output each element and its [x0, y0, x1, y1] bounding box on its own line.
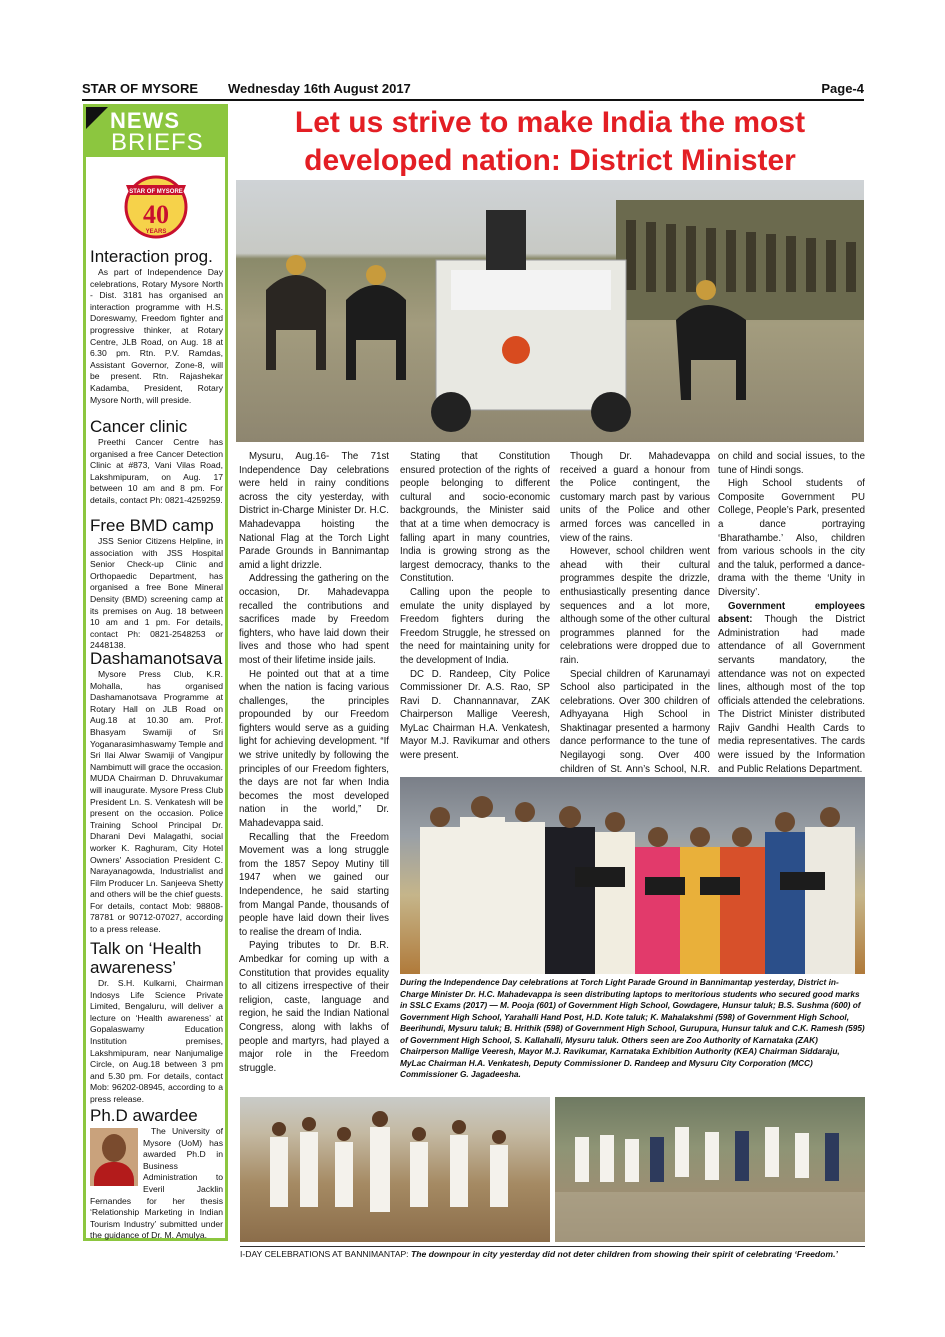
issue-date: Wednesday 16th August 2017 — [228, 81, 411, 96]
brief-title: Free BMD camp — [90, 516, 214, 535]
brief-title: Dashamanotsava — [90, 649, 223, 668]
brief-title: Ph.D awardee — [90, 1106, 198, 1125]
subhead: Government employees absent: — [718, 600, 865, 626]
news-briefs-title-2: BRIEFS — [111, 129, 204, 156]
brief-text: As part of Independence Day celebrations, Rotary Mysore North - Dist. 3181 has organised an interaction programme with H.S. Doreswamy, Freedom fighter and progressive thinker, at Rotary Centre, JLB Road, on Aug. 18 at 6.30 pm. Rtn. P.V. Ramdas, Assistant Governor, Zone-8, will be present. Rtn. Rajashekar Kadamba, President, Rotary Mysore North, will preside. — [90, 267, 223, 405]
paragraph: High School students of Composite Government PU College, People’s Park, presented a dance portraying ‘Bharathambe.’ Also, children from various schools in the city and the taluk, performed a dance-drama with the theme ‘Unity in Diversity’. — [718, 478, 865, 598]
logo-number: 40 — [143, 200, 169, 229]
corner-triangle — [86, 107, 108, 129]
parade-illustration — [236, 180, 864, 442]
headline — [236, 104, 864, 180]
brief-phd-awardee — [90, 1106, 223, 1242]
caption-text: The downpour in city yesterday did not deter children from showing their spirit of celebrating ‘Freedom.’ — [408, 1249, 838, 1259]
paragraph: on child and social issues, to the tune of Hindi songs. — [718, 451, 865, 476]
paragraph: However, school children went ahead with their cultural programmes despite the drizzle, enthusiastically presenting dance sequences and a lot more, although some of the other cultural programmes planned for the celebrations were dropped due to rain. — [560, 546, 710, 666]
paragraph: Mysuru, Aug.16- The 71st Independence Day celebrations were held in rainy conditions across the city yesterday, with District in-Charge Minister Dr. H.C. Mahadevappa hoisting the National Flag at the Torch Light Parade Grounds in Bannimantap amid a light drizzle. — [239, 451, 389, 571]
awardee-photo — [90, 1128, 138, 1186]
paper-name: STAR OF MYSORE — [82, 81, 199, 96]
rain-illustration — [555, 1097, 865, 1242]
news-briefs-sidebar — [83, 104, 228, 1241]
brief-dashamanotsava — [90, 649, 223, 936]
parade-photo — [236, 180, 864, 442]
paragraph — [718, 600, 865, 777]
brief-title: Talk on ‘Health awareness’ — [90, 939, 202, 977]
paragraph: Though Dr. Mahadevappa received a guard a honour from the Police contingent, the customary march past by various units of the Police and other armed forces was cancelled in view of the rains. — [560, 451, 710, 544]
brief-title: Cancer clinic — [90, 417, 188, 436]
caption-lead: I-DAY CELEBRATIONS AT BANNIMANTAP: — [240, 1249, 409, 1259]
paragraph: Addressing the gathering on the occasion, Dr. Mahadevappa recalled the contributions and sacrifices made by Freedom fighters, who have laid down their lives and those who had spent most of their lifetime inside jails. — [239, 573, 389, 666]
paragraph: Paying tributes to Dr. B.R. Ambedkar for coming up with a Constitution that provides equality to all citizens irrespective of their religion, caste, language and region, he said the Indian National Congress, along with lakhs of people and martyrs, had played a major role in the Freedom struggle. — [239, 940, 389, 1074]
brief-health-talk — [90, 939, 223, 1106]
march-illustration — [240, 1097, 550, 1242]
headline-line-2: developed nation: District Minister — [304, 144, 796, 177]
paragraph: He pointed out that at a time when the nation is facing various challenges, the principles propounded by our Freedom fighters would serve as a guiding light for achieving development. “If we strive unitedly by following the principles of our Freedom fighters, the days are not far when India becomes the most developed nation in the world,” Dr. Mahadevappa said. — [239, 668, 389, 830]
masthead — [82, 79, 864, 101]
brief-interaction — [90, 247, 223, 406]
brief-cancer-clinic — [90, 417, 223, 507]
brief-text: Mysore Press Club, K.R. Mohalla, has organised Dashamanotsava Programme at Rotary Hall on JLB Road on Aug.18 at 10.30 am. Prof. Bhasyam Swamiji of Sri Yoganarasimhaswamy Temple and Sri Ilai Alwar Swamiji of Vangipur Nambimutt will grace the occasion. MUDA Chairman D. Dhruvakumar will inaugurate. Mysore Press Club President Ln. S. Venkatesh will be present on the occasion. Police Training School Principal Dr. Dharani Devi Malagathi, social worker K. Raghuram, City Hotel Owners' Association President C. Narayanagowda, Industrialist and Film Producer Ln. Sanjeeva Shetty and others will be the chief guests. For details, contact Mob: 98808-78781 or 90712-07027, according to a press release. — [90, 669, 223, 935]
logo-bottom: YEARS — [145, 229, 167, 235]
laptop-photo-caption: During the Independence Day celebrations at Torch Light Parade Ground in Bannimantap yesterday, District in-Charge Minister Dr. H.C. Mahadevappa is seen distributing laptops to meritorious students who secured good marks in SSLC Exams (2017) — M. Pooja (601) of Government High School, Gowdagere, Hunsur taluk; B.S. Sushma (600) of Government High School, Yarahalli Hand Post, H.D. Kote taluk; K. Mahalakshmi (598) of Government High School, Beerihundi, Mysuru taluk; B. Hrithik (598) of Government High School, Gurupura, Hunsur taluk and C.K. Ramesh (595) of Government High School, S. Kallahalli, Mysuru taluk. Others seen are Zoo Authority of Karnataka (ZAK) Chairperson Mallige Veeresh, Mayor M.J. Ravikumar, Karnataka Exhibition Authority (KEA) Chairman Siddaraju, MyLac Chairman H.A. Venkatesh, Deputy Commissioner D. Randeep and Mysuru City Corporation (MCC) Commissioner G. Jagadeesha. — [400, 977, 865, 1079]
article-column-2 — [400, 450, 550, 763]
laptop-distribution-photo — [400, 777, 865, 974]
article-column-1 — [239, 450, 389, 1075]
people-illustration — [400, 777, 865, 974]
page-number: Page-4 — [821, 81, 864, 96]
anniversary-logo — [116, 165, 196, 245]
paragraph: DC D. Randeep, City Police Commissioner Dr. A.S. Rao, SP Ravi D. Channannavar, ZAK Chairperson Mallige Veeresh, MyLac Chairman H.A. Venkatesh, Mayor M.J. Ravikumar and others were present. — [400, 668, 550, 762]
brief-text: Dr. S.H. Kulkarni, Chairman Indosys Life Science Private Limited, Bengaluru, will deliver a lecture on ‘Health awareness’ at Gopalaswamy Education Institution premises, Lakshmipuram, near Nanjumalige Circle, on Aug.18 between 3 pm and 5.30 pm. For details, contact Mob: 96202-08945, according to a press release. — [90, 978, 223, 1104]
logo-top: STAR OF MYSORE — [129, 189, 183, 195]
children-march-photo — [240, 1097, 550, 1242]
paragraph: Recalling that the Freedom Movement was a long struggle from the 1857 Sepoy Mutiny till 1947 when we gained our Independence, he said starting from Mangal Pande, thousands of people have laid down their lives to realise the dream of India. — [239, 831, 389, 938]
bottom-photos-caption — [240, 1246, 865, 1260]
brief-text: Preethi Cancer Centre has organised a free Cancer Detection Clinic at #873, Vani Vilas Road, Lakshmipuram, on Aug. 17 between 10 am and 8 pm. For details, contact Ph: 0821-4259259. — [90, 437, 223, 505]
children-rain-photo — [555, 1097, 865, 1242]
paragraph: Stating that Constitution ensured protection of the rights of people belonging to different cultural and socio-economic backgrounds, the Minister said that at a time when democracy is falling apart in many countries, India is growing strong as the largest democracy, thanks to the Constitution. — [400, 451, 550, 585]
brief-title: Interaction prog. — [90, 247, 213, 266]
paragraph: Calling upon the people to emulate the unity displayed by Freedom fighters during the Freedom Struggle, he stressed on the need for maintaining unity for the development of India. — [400, 586, 550, 666]
article-column-4 — [718, 450, 865, 776]
paragraph: Special children of Karunamayi School also participated in the celebrations. Over 300 children of Adhyayana High School in Shaktinagar presented a harmony dance performance to the tune of Negilayogi song. Over 400 children of St. Ann’s School, N.R. — [560, 668, 710, 775]
brief-bmd-camp — [90, 516, 223, 652]
brief-text: The University of Mysore (UoM) has awarded Ph.D in Business Administration to Everil Jacklin Fernandes for her thesis ‘Relationship Marketing in Indian Tourism Industry’ submitted under the guidance of Dr. M. Amulya. — [90, 1126, 223, 1241]
news-briefs-title-1: NEWS — [110, 108, 180, 133]
headline-line-1: Let us strive to make India the most — [294, 106, 806, 139]
brief-text: JSS Senior Citizens Helpline, in association with JSS Hospital Senior Check-up Clinic and Orthopaedic Department, has organised a free Bone Mineral Density (BMD) screening camp at its premises on Aug. 18 between 10 am and 1 pm. For details, contact Ph: 0821-2548253 or 2448138. — [90, 536, 223, 651]
paragraph-text: Though the District Administration had made attendance of all Government servants mandatory, the attendance was not on expected lines, although most of the top officials attended the celebrations. The District Minister distributed Rajiv Gandhi Health Cards to media representatives. The cards were issued by the Information and Public Relations Department. — [718, 614, 865, 775]
article-column-3 — [560, 450, 710, 790]
news-briefs-header — [86, 107, 225, 157]
